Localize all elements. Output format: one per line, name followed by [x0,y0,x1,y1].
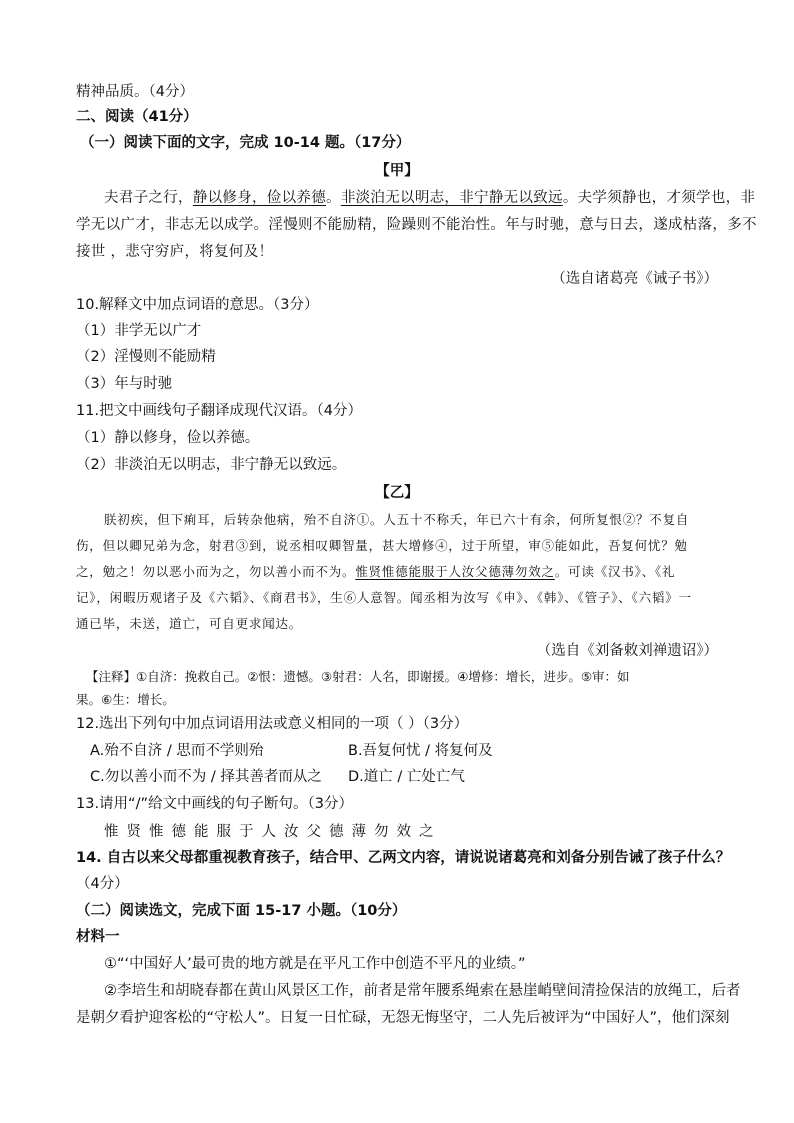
q10-stem: 10.解释文中加点词语的意思。（3分） [76,297,319,313]
jia-text: 夫君子之行， [104,190,193,206]
q13-sentence: 惟贤惟德能服于人汝父德薄勿效之 [104,824,442,840]
q12-option-a: A.殆不自济 / 思而不学则殆 [90,743,264,759]
jia-source: （选自诸葛亮《诫子书》） [551,271,718,287]
q10-item-2: （2）淫慢则不能励精 [76,349,216,365]
q14-score: （4分） [76,876,129,892]
q10-item-1: （1）非学无以广才 [76,323,202,339]
jia-heading: 【甲】 [375,163,419,179]
q12-option-b: B.吾复何忧 / 将复何及 [348,743,493,759]
jia-text: 。夫学须静也，才须学也，非 [562,190,756,206]
jia-underlined-2: 非淡泊无以明志，非宁静无以致远 [340,190,563,206]
material1-para-2b: 是朝夕看护迎客松的“守松人”。日复一日忙碌，无怨无悔坚守，二人先后被评为“中国好人”，他们深刻 [76,1010,730,1026]
yi-text: 。可读《汉书》、《礼 [554,564,676,579]
yi-line-1: 朕初疾，但下痢耳，后转杂他病，殆不自济①。人五十不称夭，年已六十有余，何所复恨②？不复自 [104,512,690,527]
material1-para-2a: ②李培生和胡晓春都在黄山风景区工作，前者是常年腰系绳索在悬崖峭壁间清捡保洁的放绳工，后者 [104,983,741,999]
q13-stem: 13.请用“/”给文中画线的句子断句。（3分） [76,796,353,812]
material1-para-1: ①“‘中国好人’最可贵的地方就是在平凡工作中创造不平凡的业绩。” [104,956,526,972]
yi-underlined: 惟贤惟德能服于人汝父德薄勿效之 [355,564,555,579]
jia-underlined-1: 静以修身，俭以养德 [192,190,327,206]
q11-item-2: （2）非淡泊无以明志，非宁静无以致远。 [76,457,347,473]
part2-title: （二）阅读选文，完成下面 15-17 小题。（10分） [76,903,407,919]
q12-stem: 12.选出下列句中加点词语用法或意义相同的一项（ ）（3分） [76,716,469,732]
yi-line-5: 通已毕，未送，道亡，可自更求闻达。 [76,616,303,631]
jia-line-2: 学无以广才，非志无以成学。淫慢则不能励精，险躁则不能治性。年与时驰，意与日去，遂成枯落，多不 [76,217,757,233]
material1-title: 材料一 [76,929,120,945]
jia-line-1 [104,188,755,208]
yi-text: 之，勉之！勿以恶小而为之，勿以善小而不为。 [76,564,356,579]
q12-option-c: C.勿以善小而不为 / 择其善者而从之 [90,769,322,785]
jia-text: 。 [326,190,341,206]
yi-line-4: 记》，闲暇历观诸子及《六韬》、《商君书》，生⑥人意智。闻丞相为汝写《申》、《韩》、《管子》、《六韬》一 [76,590,692,605]
yi-note-1: 【注释】①自济：挽救自己。②恨：遗憾。③射君：人名，即谢援。④增修：增长，进步。⑤审：如 [86,669,630,684]
section2-title: 二、阅读（41分） [76,109,198,125]
q9-tail: 精神品质。（4分） [76,84,194,100]
yi-note-2: 果。⑥生：增长。 [76,692,175,707]
q12-option-d: D.道亡 / 亡处亡气 [348,769,465,785]
yi-heading: 【乙】 [375,485,419,501]
yi-line-3 [76,562,675,582]
q11-stem: 11.把文中画线句子翻译成现代汉语。（4分） [76,403,363,419]
q10-item-3: （3）年与时驰 [76,376,173,392]
yi-line-2: 伤，但以卿兄弟为念，射君③到，说丞相叹卿智量，甚大增修④，过于所望，审⑤能如此，吾复何忧？勉 [76,538,688,553]
yi-source: （选自《刘备敕刘禅遗诏》） [536,643,718,659]
q11-item-1: （1）静以修身，俭以养德。 [76,430,260,446]
part1-title: （一）阅读下面的文字，完成 10-14 题。（17分） [80,135,411,151]
q14-stem: 14. 自古以来父母都重视教育孩子，结合甲、乙两文内容，请说说诸葛亮和刘备分别告诫了孩子什么？ [76,850,731,866]
jia-line-3: 接世 ，悲守穷庐，将复何及！ [76,244,274,260]
